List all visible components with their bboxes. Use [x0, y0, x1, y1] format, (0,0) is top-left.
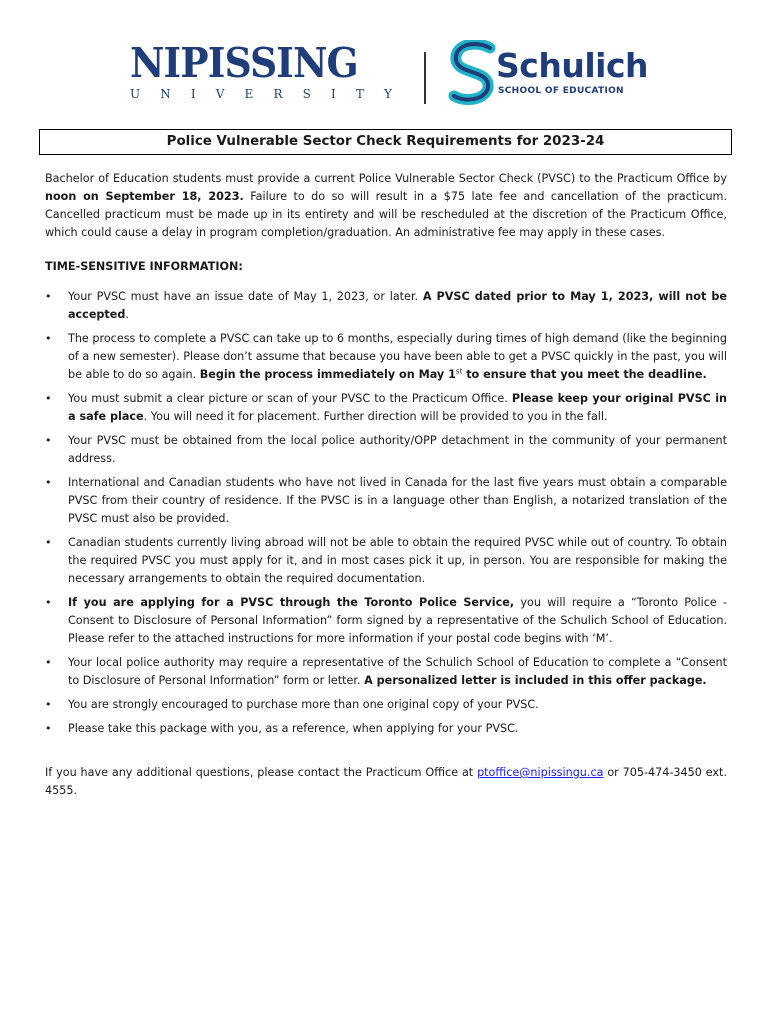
header-logos	[130, 39, 648, 110]
bullet-icon: •	[45, 656, 52, 669]
nipissing-university-text: U N I V E R S I T Y	[130, 87, 392, 101]
bullet-icon: •	[45, 332, 52, 345]
list-item: • If you are applying for a PVSC through the Toronto Police Service, you will require a “Toronto Police - Consent to Disclosure of Personal Information” form signed by a representative of the Schulich School of Education. Please refer to the attached instructions for more information if your postal code begins with ‘M’.	[45, 596, 728, 645]
schulich-logo	[446, 40, 646, 106]
bullet-icon: •	[45, 434, 52, 447]
bullet-icon: •	[45, 536, 52, 549]
list-item: • Your PVSC must have an issue date of May 1, 2023, or later. A PVSC dated prior to May 1, 2023, will not be accepted.	[45, 290, 727, 321]
practicum-email-link[interactable]: ptoffice@nipissingu.ca	[477, 766, 604, 779]
list-item: • Please take this package with you, as a reference, when applying for your PVSC.	[45, 720, 727, 738]
bullet-icon: •	[45, 722, 52, 735]
schulich-name: Schulich	[496, 46, 648, 85]
bullet-icon: •	[45, 476, 52, 489]
logo-divider	[424, 52, 426, 104]
intro-paragraph: Bachelor of Education students must provide a current Police Vulnerable Sector Check (PVSC) to the Practicum Office by noon on September 18, 2023. Failure to do so will result in a $75 late fee and cancellation of the practicum. Cancelled practicum must be made up in its entirety and will be rescheduled at the discretion of the Practicum Office, which could cause a delay in program completion/graduation. An administrative fee may apply in these cases.	[45, 172, 727, 239]
list-item: • You must submit a clear picture or scan of your PVSC to the Practicum Office. Please keep your original PVSC in a safe place. You will need it for placement. Further direction will be provided to you in the fall.	[45, 392, 727, 423]
nipissing-logo	[130, 40, 400, 102]
schulich-subtitle: SCHOOL OF EDUCATION	[498, 86, 624, 96]
list-item: • Canadian students currently living abroad will not be able to obtain the required PVSC while out of country. To obtain the required PVSC you must apply for it, and in most cases pick it up, in person. You are responsible for making the necessary arrangements to obtain the required documentation.	[45, 536, 727, 585]
bullet-icon: •	[45, 290, 52, 303]
nipissing-name: NIPISSING	[130, 39, 358, 87]
bullet-icon: •	[45, 392, 52, 405]
list-item: • The process to complete a PVSC can take up to 6 months, especially during times of high demand (like the beginning of a new semester). Please don’t assume that because you have been able to get a PVSC quickly in the past, you will be able to do so again. Begin the process immediately on May 1st to ensure that you meet the deadline.	[45, 332, 727, 381]
bullet-icon: •	[45, 698, 52, 711]
bullet-icon: •	[45, 596, 52, 609]
document-body	[45, 170, 727, 800]
requirements-list	[45, 288, 727, 738]
document-title: Police Vulnerable Sector Check Requirements for 2023-24	[39, 129, 732, 155]
closing-paragraph: If you have any additional questions, please contact the Practicum Office at ptoffice@nipissingu.ca or 705-474-3450 ext. 4555.	[45, 766, 727, 797]
time-sensitive-heading: TIME-SENSITIVE INFORMATION:	[45, 260, 243, 273]
list-item: • Your PVSC must be obtained from the local police authority/OPP detachment in the community of your permanent address.	[45, 434, 727, 465]
list-item: • You are strongly encouraged to purchase more than one original copy of your PVSC.	[45, 696, 727, 714]
list-item: • International and Canadian students who have not lived in Canada for the last five years must obtain a comparable PVSC from their country of residence. If the PVSC is in a language other than English, a notarized translation of the PVSC must also be provided.	[45, 476, 727, 525]
list-item: • Your local police authority may require a representative of the Schulich School of Education to complete a “Consent to Disclosure of Personal Information” form or letter. A personalized letter is included in this offer package.	[45, 656, 727, 687]
